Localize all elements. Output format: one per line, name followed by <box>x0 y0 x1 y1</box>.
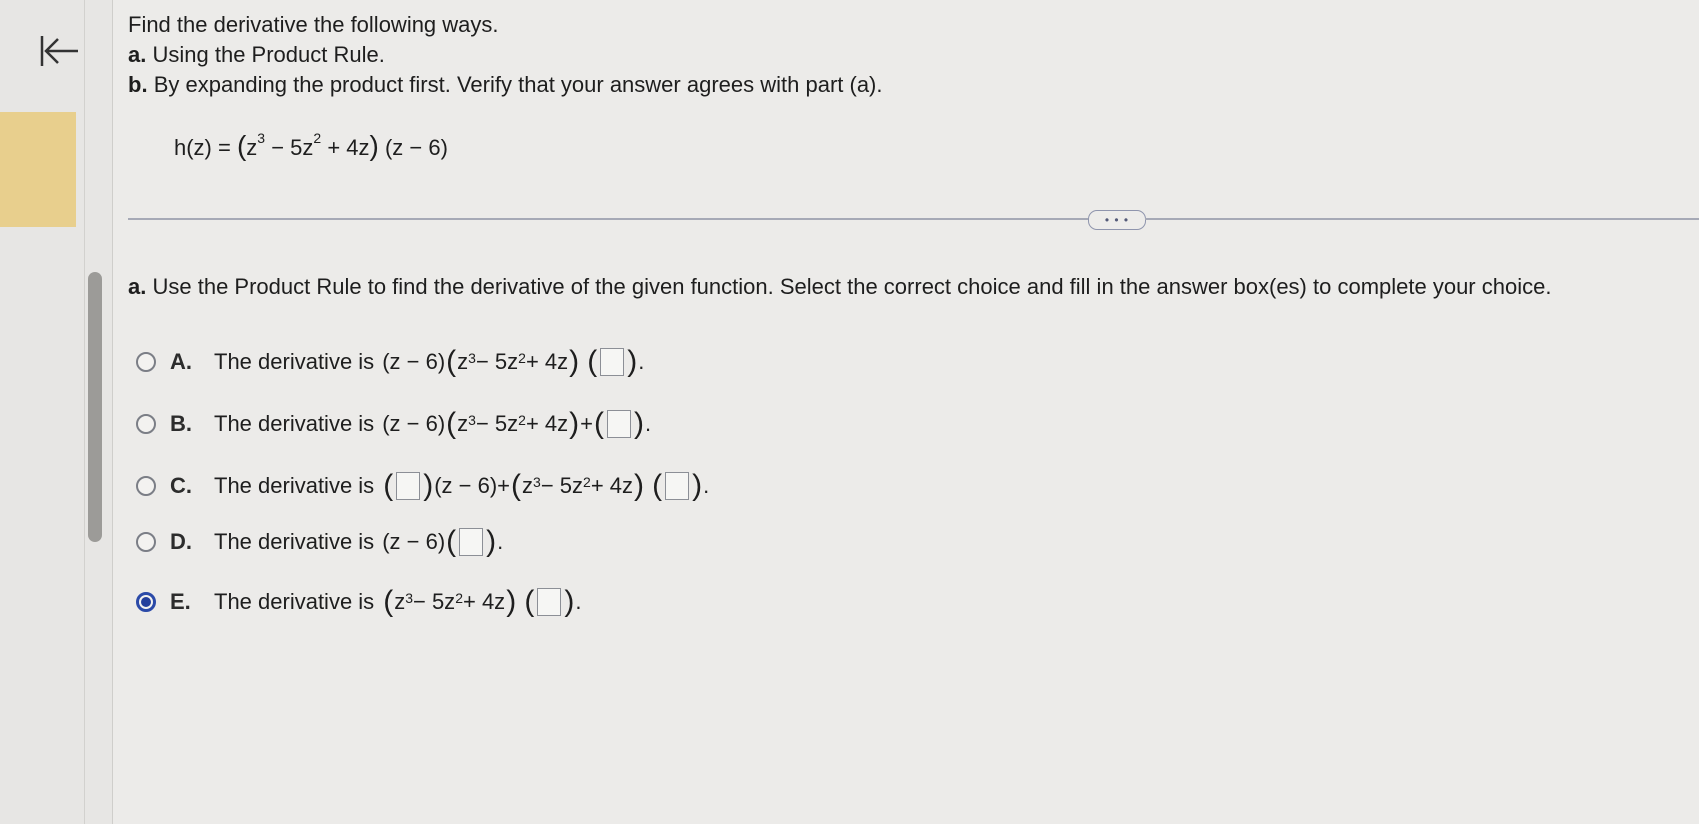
choice-a[interactable]: A. The derivative is (z − 6) ( z $^3$ − 5z $^2$ + 4z ) ( ) . <box>136 342 644 382</box>
question-part-b: b. By expanding the product first. Verify that your answer agrees with part (a). <box>128 72 883 97</box>
scrollbar-thumb[interactable] <box>88 272 102 542</box>
part-a-prompt: a. Use the Product Rule to find the derivative of the given function. Select the correct choice and fill in the answer box(es) to complete your choice. <box>128 274 1552 299</box>
radio-button-c[interactable] <box>136 476 156 496</box>
answer-box-e[interactable] <box>537 588 561 616</box>
question-content <box>128 0 1699 824</box>
choice-b-expression: (z − 6) ( z $^3$ − 5z $^2$ + 4z ) + ( ) . <box>382 407 652 440</box>
back-arrow-icon[interactable] <box>38 30 80 72</box>
question-title: Find the derivative the following ways. <box>128 12 499 37</box>
radio-button-b[interactable] <box>136 414 156 434</box>
radio-button-d[interactable] <box>136 532 156 552</box>
left-rail <box>0 0 113 824</box>
choice-c-expression: ( ) (z − 6) + ( z $^3$ − 5z $^2$ + 4z ) ( ) . <box>383 469 710 502</box>
section-divider-right <box>1145 218 1699 220</box>
choice-b[interactable]: B. The derivative is (z − 6) ( z $^3$ − 5z $^2$ + 4z ) + ( ) . <box>136 404 651 444</box>
choice-d-expression: (z − 6) ( ) . <box>382 525 504 558</box>
answer-box-b[interactable] <box>607 410 631 438</box>
rail-divider <box>84 0 85 824</box>
question-part-a: a. Using the Product Rule. <box>128 42 385 67</box>
radio-button-a[interactable] <box>136 352 156 372</box>
answer-box-c2[interactable] <box>665 472 689 500</box>
answer-box-d[interactable] <box>459 528 483 556</box>
choice-a-expression: (z − 6) ( z $^3$ − 5z $^2$ + 4z ) ( ) . <box>382 345 645 378</box>
function-expression: $h(z) = (z^3 - 5z^2 + 4z) (z - 6)$ <box>174 129 448 161</box>
choice-c[interactable]: C. The derivative is ( ) (z − 6) + ( z $^3$ − 5z $^2$ + 4z ) ( ) . <box>136 466 709 506</box>
more-button[interactable]: • • • <box>1088 210 1146 230</box>
choice-d[interactable]: D. The derivative is (z − 6) ( ) . <box>136 522 503 562</box>
radio-selected-icon[interactable] <box>136 592 156 612</box>
answer-box-c1[interactable] <box>396 472 420 500</box>
choice-e[interactable]: E. The derivative is ( z $^3$ − 5z $^2$ + 4z ) ( ) . <box>136 582 581 622</box>
question-highlight-tab <box>0 112 76 227</box>
section-divider-left <box>128 218 1088 220</box>
choice-e-expression: ( z $^3$ − 5z $^2$ + 4z ) ( ) . <box>383 585 582 618</box>
answer-box-a[interactable] <box>600 348 624 376</box>
